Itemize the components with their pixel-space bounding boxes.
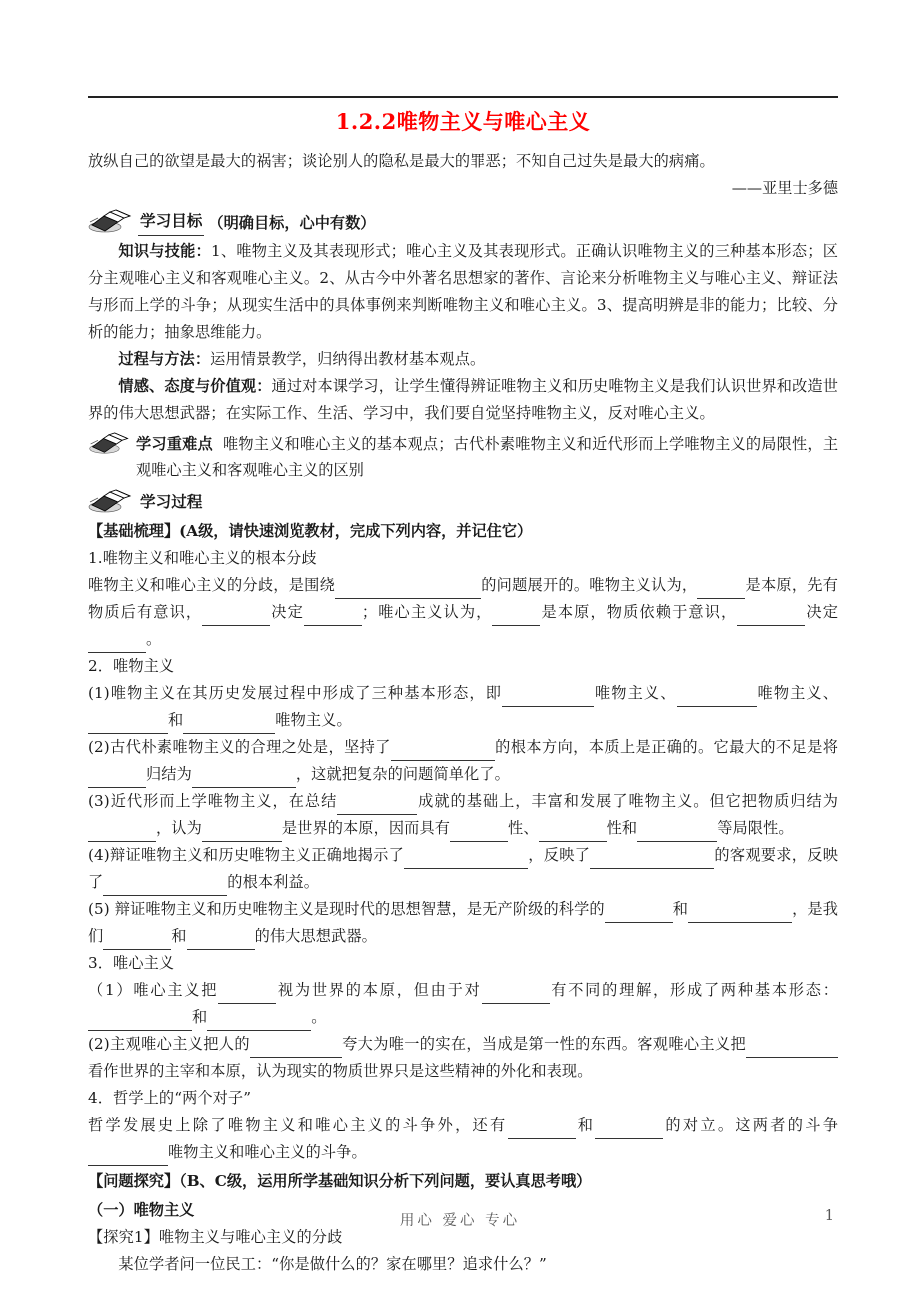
text-frag: 和 — [171, 927, 187, 945]
text-frag: 决定 — [805, 603, 838, 621]
blank-field[interactable] — [88, 1150, 168, 1166]
text-frag: 唯物主义、 — [756, 684, 839, 702]
basics-s3-title: 3．唯心主义 — [88, 954, 175, 972]
blank-field[interactable] — [502, 691, 594, 707]
blank-field[interactable] — [746, 1042, 838, 1058]
objective-knowledge-text: 1、唯物主义及其表现形式；唯心主义及其表现形式。正确认识唯物主义的三种基本形态；区分主观唯心主义和客观唯心主义。2、从古今中外著名思想家的著作、言论来分析唯物主义与唯心主义、辩证法与形而上学的斗争；从现实生活中的具体事例来判断唯物主义和唯心主义。3、提高明辨是非的能力；比较、分析的能力；抽象思维能力。 — [88, 242, 838, 341]
inquiry-item-body: 某位学者问一位民工：“你是做什么的？家在哪里？追求什么？” — [118, 1255, 547, 1273]
text-frag: 看作世界的主宰和本原，认为现实的物质世界只是这些精神的外化和表现。 — [88, 1062, 593, 1080]
text-frag: ，反映了 — [528, 846, 591, 864]
text-frag: 成就的基础上，丰富和发展了唯物主义。但它把物质归结为 — [417, 792, 838, 810]
document-content — [88, 96, 838, 1278]
text-frag: 是本原，物质依赖于意识， — [540, 603, 738, 621]
basics-s2-p1 — [88, 680, 838, 734]
header-rule — [88, 96, 838, 98]
blank-field[interactable] — [450, 826, 508, 842]
basics-s2-p5 — [88, 896, 838, 950]
blank-field[interactable] — [207, 1015, 311, 1031]
section-header-keypoints — [88, 431, 838, 483]
blank-field[interactable] — [391, 745, 495, 761]
blank-field[interactable] — [202, 610, 270, 626]
objective-process — [88, 346, 838, 373]
text-frag: 和 — [672, 900, 689, 918]
text-frag: 唯物主义和唯心主义的斗争。 — [168, 1143, 367, 1161]
blank-field[interactable] — [404, 853, 528, 869]
blank-field[interactable] — [492, 610, 540, 626]
section-suffix-objectives: （明确目标，心中有数） — [208, 214, 376, 232]
epigraph-text: 放纵自己的欲望是最大的祸害；谈论别人的隐私是最大的罪恶；不知自己过失是最大的病痛。 — [88, 152, 715, 170]
text-frag: 的根本方向，本质上是正确的。它最大的不足是将 — [494, 738, 838, 756]
blank-field[interactable] — [183, 718, 275, 734]
text-frag: 的对立。这两者的斗争 — [663, 1116, 839, 1134]
objective-process-label: 过程与方法： — [118, 350, 211, 368]
basics-s3-p1 — [88, 977, 838, 1031]
blank-field[interactable] — [677, 691, 757, 707]
text-frag: 是世界的本原，因而具有 — [281, 819, 451, 837]
text-frag: 决定 — [270, 603, 304, 621]
blank-field[interactable] — [250, 1042, 342, 1058]
blank-field[interactable] — [88, 1015, 192, 1031]
blank-field[interactable] — [192, 772, 296, 788]
basics-s2-title: 2．唯物主义 — [88, 657, 175, 675]
text-frag: 有不同的理解，形成了两种基本形态： — [549, 981, 839, 999]
text-frag: 唯物主义。 — [275, 711, 352, 729]
text-frag: (3)近代形而上学唯物主义，在总结 — [88, 792, 338, 810]
text-frag: (4)辩证唯物主义和历史唯物主义正确地揭示了 — [88, 846, 405, 864]
blank-field[interactable] — [88, 637, 146, 653]
text-frag: (1)唯物主义在其历史发展过程中形成了三种基本形态，即 — [88, 684, 502, 702]
text-frag: 唯物主义和唯心主义的分歧，是围绕 — [88, 576, 336, 594]
text-frag: ；唯心主义认为， — [361, 603, 493, 621]
footer-page-number: 1 — [824, 1208, 834, 1224]
text-frag: 的问题展开的。唯物主义认为， — [481, 576, 698, 594]
text-frag: 。 — [311, 1008, 327, 1026]
inquiry-item-title: 【探究1】唯物主义与唯心主义的分歧 — [88, 1228, 343, 1246]
section-header-objectives — [88, 208, 838, 236]
text-frag: ，认为 — [156, 819, 202, 837]
blank-field[interactable] — [737, 610, 805, 626]
blank-field[interactable] — [605, 907, 673, 923]
text-frag: 的客观要求，反映了 — [88, 846, 839, 891]
text-frag: 视为世界的本原，但由于对 — [276, 981, 482, 999]
objective-knowledge — [88, 238, 838, 346]
inquiry-subheading: （一）唯物主义 — [88, 1201, 195, 1219]
text-frag: 归结为 — [146, 765, 192, 783]
basics-heading: 【基础梳理】(A级，请快速浏览教材，完成下列内容，并记住它） — [88, 522, 533, 540]
text-frag: 等局限性。 — [717, 819, 794, 837]
blank-field[interactable] — [103, 880, 227, 896]
blank-field[interactable] — [88, 826, 156, 842]
objective-knowledge-label: 知识与技能： — [118, 242, 211, 260]
text-frag: 和 — [575, 1116, 596, 1134]
text-frag: 夸大为唯一的实在，当成是第一性的东西。客观唯心主义把 — [341, 1035, 746, 1053]
text-frag: 的根本利益。 — [227, 873, 320, 891]
open-book-icon — [88, 209, 134, 235]
blank-field[interactable] — [187, 934, 255, 950]
section-header-process — [88, 489, 838, 516]
section-label-process: 学习过程 — [140, 492, 203, 511]
keypoints-text: 唯物主义和唯心主义的基本观点；古代朴素唯物主义和近代形而上学唯物主义的局限性，主观唯心主义和客观唯心主义的区别 — [136, 435, 839, 479]
basics-s1-title: 1.唯物主义和唯心主义的根本分歧 — [88, 549, 317, 567]
basics-s2-p2 — [88, 734, 838, 788]
objective-values — [88, 373, 838, 427]
text-frag: 性和 — [606, 819, 638, 837]
blank-field[interactable] — [482, 988, 550, 1004]
basics-s2-p3 — [88, 788, 838, 842]
footer-slogan: 用心 爱心 专心 — [399, 1213, 521, 1229]
objective-process-text: 运用情景教学，归纳得出教材基本观点。 — [210, 350, 486, 368]
basics-s2-p4 — [88, 842, 838, 896]
open-book-icon — [88, 489, 134, 515]
text-frag: 哲学发展史上除了唯物主义和唯心主义的斗争外，还有 — [88, 1116, 508, 1134]
page-title: 1.2.2唯物主义与唯心主义 — [335, 109, 591, 134]
blank-field[interactable] — [508, 1123, 576, 1139]
text-frag: 。 — [146, 630, 162, 648]
blank-field[interactable] — [697, 583, 745, 599]
text-frag: (2)古代朴素唯物主义的合理之处是，坚持了 — [88, 738, 391, 756]
blank-field[interactable] — [590, 853, 714, 869]
inquiry-heading: 【问题探究】（B、C级，运用所学基础知识分析下列问题，要认真思考哦） — [88, 1172, 592, 1190]
basics-s1-line — [88, 572, 838, 653]
section-label-objectives: 学习目标 — [138, 208, 204, 236]
epigraph-attribution: ——亚里士多德 — [731, 179, 838, 197]
text-frag: ，这就把复杂的问题简单化了。 — [295, 765, 510, 783]
blank-field[interactable] — [337, 799, 417, 815]
text-frag: 性、 — [508, 819, 539, 837]
blank-field[interactable] — [103, 934, 171, 950]
objective-values-text: 通过对本课学习，让学生懂得辨证唯物主义和历史唯物主义是我们认识世界和改造世界的伟大思想武器；在实际工作、生活、学习中，我们要自觉坚持唯物主义，反对唯心主义。 — [88, 377, 839, 422]
text-frag: （1）唯心主义把 — [88, 981, 219, 999]
blank-field[interactable] — [539, 826, 607, 842]
section-label-keypoints: 学习重难点 — [136, 435, 213, 453]
basics-s3-p2 — [88, 1031, 838, 1085]
blank-field[interactable] — [688, 907, 792, 923]
blank-field[interactable] — [88, 772, 146, 788]
text-frag: 的伟大思想武器。 — [254, 927, 377, 945]
blank-field[interactable] — [637, 826, 717, 842]
objective-values-label: 情感、态度与价值观： — [118, 377, 272, 395]
basics-s4-title: 4．哲学上的“两个对子” — [88, 1089, 252, 1107]
blank-field[interactable] — [88, 718, 168, 734]
blank-field[interactable] — [335, 583, 481, 599]
text-frag: 和 — [192, 1008, 208, 1026]
text-frag: ，是我们 — [88, 900, 838, 945]
blank-field[interactable] — [202, 826, 282, 842]
keypoints-body — [136, 431, 838, 483]
text-frag: 是本原，先有物质后有意识， — [88, 576, 838, 621]
blank-field[interactable] — [218, 988, 276, 1004]
text-frag: 和 — [168, 711, 184, 729]
blank-field[interactable] — [304, 610, 362, 626]
open-book-icon — [88, 432, 132, 456]
text-frag: (5) 辩证唯物主义和历史唯物主义是现时代的思想智慧，是无产阶级的科学的 — [88, 900, 605, 918]
text-frag: 唯物主义、 — [594, 684, 677, 702]
text-frag: (2)主观唯心主义把人的 — [88, 1035, 250, 1053]
blank-field[interactable] — [595, 1123, 663, 1139]
basics-s4-p1 — [88, 1112, 838, 1166]
